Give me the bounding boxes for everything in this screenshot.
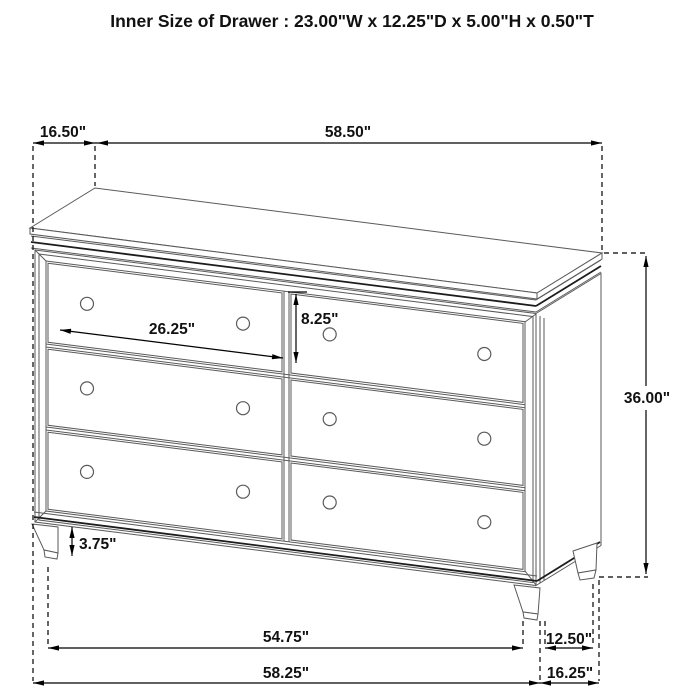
dimension-arrowhead — [643, 256, 648, 267]
dimension-arrowhead — [33, 680, 44, 685]
drawer-knob — [237, 317, 250, 330]
dimension-arrowhead — [33, 140, 44, 145]
dim-label-drawer-front-width: 26.25" — [148, 321, 196, 338]
front-left-leg — [32, 524, 58, 553]
drawer-knob — [323, 496, 336, 509]
dimension-arrowhead — [512, 645, 523, 650]
drawer-knob — [478, 348, 491, 361]
front-right-leg-foot — [523, 612, 538, 620]
diagram-title: Inner Size of Drawer : 23.00"W x 12.25"D x 5.00"H x 0.50"T — [110, 11, 594, 31]
drawer-knob — [478, 432, 491, 445]
front-right-leg — [514, 585, 540, 614]
dim-label-overall-width: 58.25" — [262, 665, 310, 682]
dimension-arrowhead — [84, 140, 95, 145]
dimension-arrowhead — [643, 563, 648, 574]
dimension-arrowhead — [69, 545, 74, 556]
dimension-arrowhead — [591, 140, 602, 145]
drawer-knob — [81, 297, 94, 310]
side-panel — [536, 274, 601, 586]
dim-label-side-leg-span: 12.50" — [545, 631, 593, 648]
dimension-arrowhead — [529, 680, 540, 685]
dim-label-overall-height: 36.00" — [623, 390, 671, 407]
dim-label-top-depth: 16.50" — [39, 124, 87, 141]
dim-label-leg-height: 3.75" — [79, 536, 117, 553]
drawer-knob — [81, 465, 94, 478]
drawer-knob — [81, 382, 94, 395]
drawer-knob — [323, 413, 336, 426]
drawer-knob — [237, 485, 250, 498]
dim-label-overall-depth: 16.25" — [546, 665, 594, 682]
dim-label-top-width: 58.50" — [324, 124, 372, 141]
drawer-knob — [323, 328, 336, 341]
drawer-knob — [478, 516, 491, 529]
dimension-arrowhead — [97, 140, 108, 145]
dresser-illustration — [30, 188, 602, 620]
dim-label-drawer-front-height: 8.25" — [301, 311, 339, 328]
dimension-arrowhead — [69, 527, 74, 538]
dimension-arrowhead — [48, 645, 59, 650]
drawer-knob — [237, 402, 250, 415]
dim-label-front-leg-span: 54.75" — [262, 629, 310, 646]
